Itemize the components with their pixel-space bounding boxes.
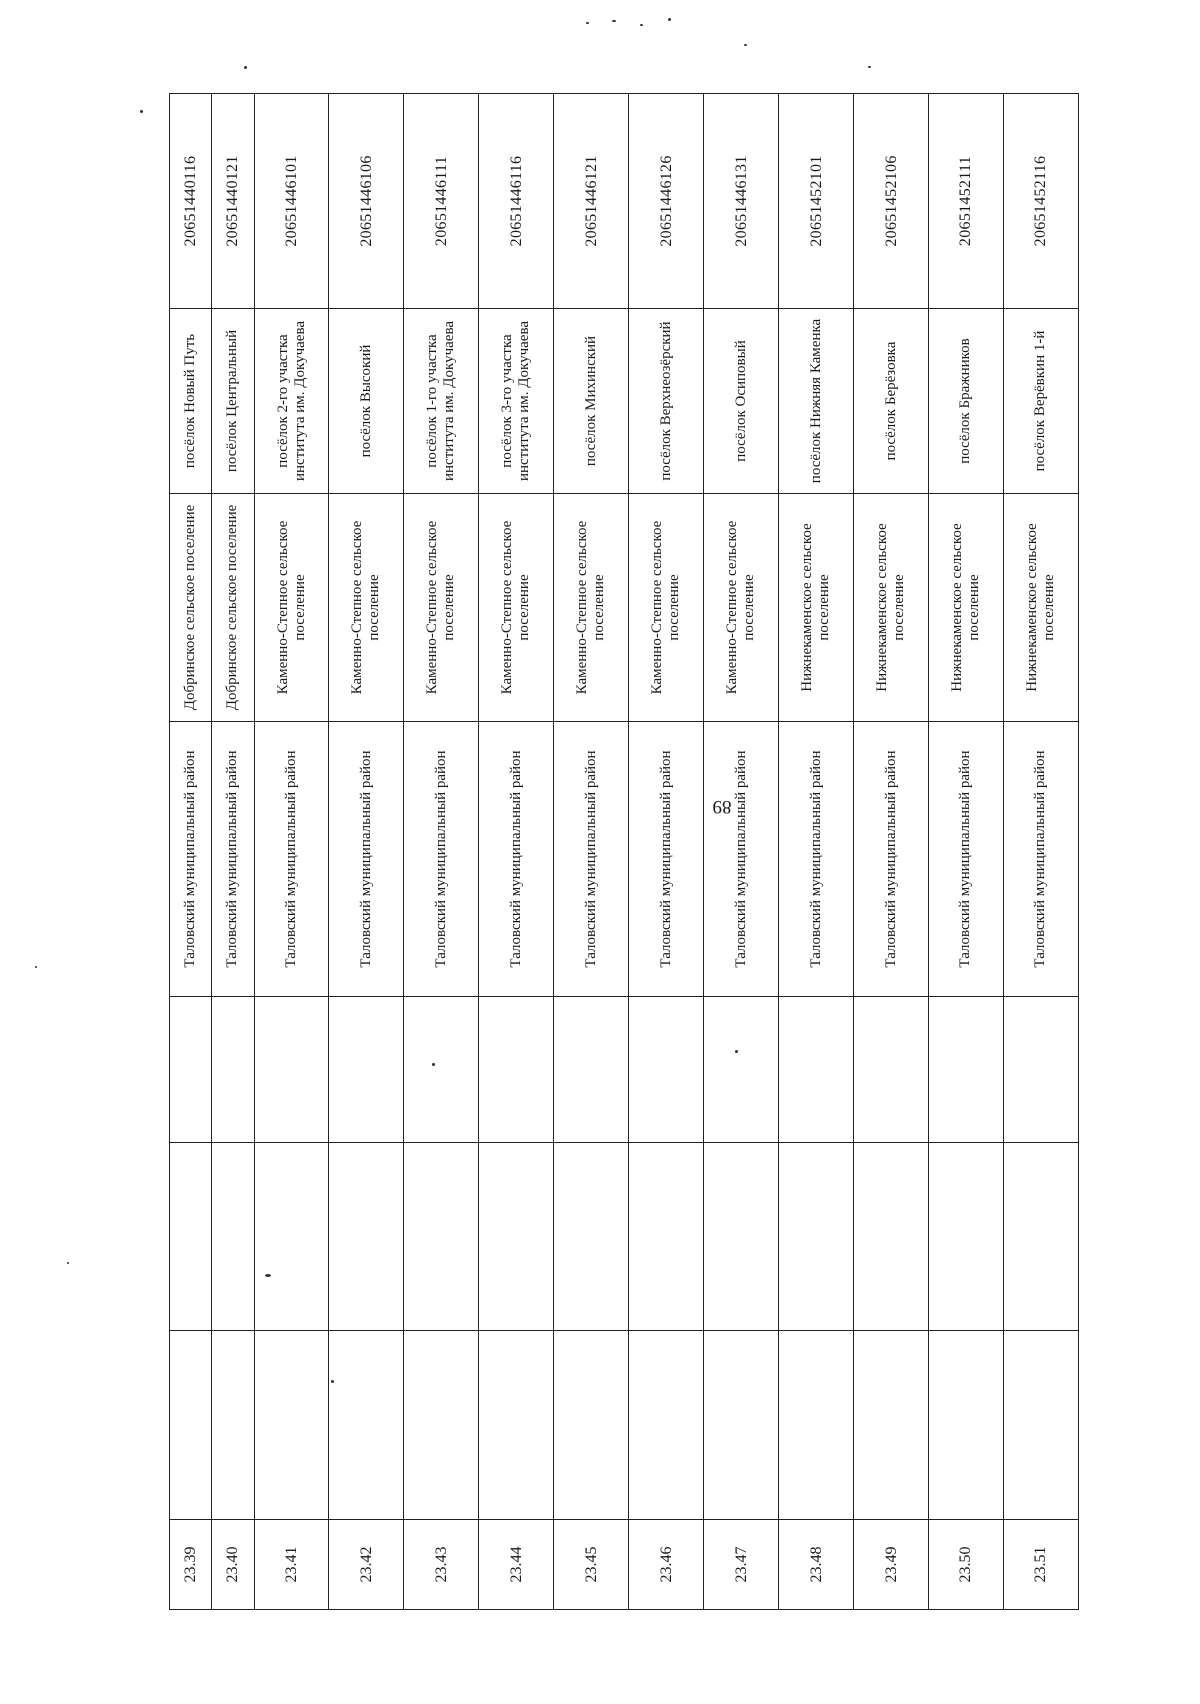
empty-cell (329, 997, 404, 1143)
table-row (854, 94, 929, 1610)
code-cell: 20651440116 (170, 94, 212, 309)
district-cell: Таловский муниципальный район (479, 722, 554, 997)
row-number-cell: 23.39 (170, 1520, 212, 1610)
row-number-cell: 23.46 (629, 1520, 704, 1610)
page-number: 89 (712, 796, 732, 817)
empty-cell (170, 1331, 212, 1520)
locality-cell: посёлок Центральный (212, 309, 254, 494)
row-number-cell: 23.49 (854, 1520, 929, 1610)
empty-cell (854, 1331, 929, 1520)
code-cell: 20651452101 (779, 94, 854, 309)
settlement-cell: Добринское сельское поселение (170, 494, 212, 722)
locality-cell: посёлок Михинский (554, 309, 629, 494)
empty-cell (479, 1143, 554, 1331)
locality-cell: посёлок 1-го участка института им. Докучаева (404, 309, 479, 494)
table-row (1003, 94, 1078, 1610)
settlement-cell: Каменно-Степное сельское поселение (329, 494, 404, 722)
code-cell: 20651446106 (329, 94, 404, 309)
empty-cell (1003, 997, 1078, 1143)
locality-cell: посёлок 3-го участка института им. Докучаева (479, 309, 554, 494)
code-cell: 20651446116 (479, 94, 554, 309)
empty-cell (404, 1331, 479, 1520)
settlement-cell: Нижнекаменское сельское поселение (928, 494, 1003, 722)
empty-cell (212, 997, 254, 1143)
table-row (254, 94, 329, 1610)
table-row (479, 94, 554, 1610)
district-cell: Таловский муниципальный район (629, 722, 704, 997)
empty-cell (629, 997, 704, 1143)
table-row (779, 94, 854, 1610)
empty-cell (329, 1143, 404, 1331)
district-cell: Таловский муниципальный район (854, 722, 929, 997)
empty-cell (254, 1143, 329, 1331)
table-row (170, 94, 212, 1610)
empty-cell (928, 1143, 1003, 1331)
table-row (212, 94, 254, 1610)
row-number-cell: 23.40 (212, 1520, 254, 1610)
table-row (928, 94, 1003, 1610)
table-row (629, 94, 704, 1610)
empty-cell (704, 1331, 779, 1520)
row-number-cell: 23.45 (554, 1520, 629, 1610)
settlement-cell: Нижнекаменское сельское поселение (779, 494, 854, 722)
document-table-container (169, 94, 1079, 1610)
code-cell: 20651452111 (928, 94, 1003, 309)
row-number-cell: 23.43 (404, 1520, 479, 1610)
row-number-cell: 23.51 (1003, 1520, 1078, 1610)
locality-cell: посёлок 2-го участка института им. Докучаева (254, 309, 329, 494)
district-cell: Таловский муниципальный район (554, 722, 629, 997)
district-cell: Таловский муниципальный район (404, 722, 479, 997)
row-number-cell: 23.41 (254, 1520, 329, 1610)
code-cell: 20651446126 (629, 94, 704, 309)
row-number-cell: 23.50 (928, 1520, 1003, 1610)
empty-cell (1003, 1143, 1078, 1331)
empty-cell (254, 1331, 329, 1520)
settlement-cell: Добринское сельское поселение (212, 494, 254, 722)
locality-cell: посёлок Верёвкин 1-й (1003, 309, 1078, 494)
district-cell: Таловский муниципальный район (212, 722, 254, 997)
district-cell: Таловский муниципальный район (329, 722, 404, 997)
code-cell: 20651452106 (854, 94, 929, 309)
locality-cell: посёлок Берёзовка (854, 309, 929, 494)
settlement-cell: Каменно-Степное сельское поселение (479, 494, 554, 722)
settlement-cell: Каменно-Степное сельское поселение (254, 494, 329, 722)
empty-cell (928, 997, 1003, 1143)
settlements-table (169, 93, 1079, 1610)
empty-cell (554, 997, 629, 1143)
district-cell: Таловский муниципальный район (704, 722, 779, 997)
locality-cell: посёлок Осиповый (704, 309, 779, 494)
row-number-cell: 23.47 (704, 1520, 779, 1610)
empty-cell (704, 997, 779, 1143)
code-cell: 20651446101 (254, 94, 329, 309)
row-number-cell: 23.42 (329, 1520, 404, 1610)
empty-cell (479, 997, 554, 1143)
empty-cell (254, 997, 329, 1143)
empty-cell (212, 1331, 254, 1520)
empty-cell (779, 1331, 854, 1520)
settlement-cell: Каменно-Степное сельское поселение (554, 494, 629, 722)
empty-cell (554, 1331, 629, 1520)
empty-cell (854, 1143, 929, 1331)
settlement-cell: Каменно-Степное сельское поселение (629, 494, 704, 722)
empty-cell (554, 1143, 629, 1331)
empty-cell (170, 1143, 212, 1331)
code-cell: 20651452116 (1003, 94, 1078, 309)
row-number-cell: 23.44 (479, 1520, 554, 1610)
district-cell: Таловский муниципальный район (779, 722, 854, 997)
empty-cell (170, 997, 212, 1143)
row-number-cell: 23.48 (779, 1520, 854, 1610)
empty-cell (779, 997, 854, 1143)
settlement-cell: Нижнекаменское сельское поселение (1003, 494, 1078, 722)
settlement-cell: Каменно-Степное сельское поселение (404, 494, 479, 722)
empty-cell (854, 997, 929, 1143)
empty-cell (1003, 1331, 1078, 1520)
table-row (329, 94, 404, 1610)
settlement-cell: Нижнекаменское сельское поселение (854, 494, 929, 722)
empty-cell (629, 1143, 704, 1331)
locality-cell: посёлок Высокий (329, 309, 404, 494)
table-row (704, 94, 779, 1610)
empty-cell (704, 1143, 779, 1331)
district-cell: Таловский муниципальный район (928, 722, 1003, 997)
district-cell: Таловский муниципальный район (170, 722, 212, 997)
empty-cell (404, 997, 479, 1143)
empty-cell (479, 1331, 554, 1520)
empty-cell (404, 1143, 479, 1331)
locality-cell: посёлок Новый Путь (170, 309, 212, 494)
empty-cell (329, 1331, 404, 1520)
empty-cell (629, 1331, 704, 1520)
code-cell: 20651446111 (404, 94, 479, 309)
district-cell: Таловский муниципальный район (254, 722, 329, 997)
table-row (404, 94, 479, 1610)
settlement-cell: Каменно-Степное сельское поселение (704, 494, 779, 722)
empty-cell (212, 1143, 254, 1331)
code-cell: 20651446131 (704, 94, 779, 309)
table-body (170, 94, 1079, 1610)
locality-cell: посёлок Верхнеозёрский (629, 309, 704, 494)
district-cell: Таловский муниципальный район (1003, 722, 1078, 997)
table-row (554, 94, 629, 1610)
empty-cell (779, 1143, 854, 1331)
empty-cell (928, 1331, 1003, 1520)
locality-cell: посёлок Бражников (928, 309, 1003, 494)
code-cell: 20651446121 (554, 94, 629, 309)
locality-cell: посёлок Нижняя Каменка (779, 309, 854, 494)
code-cell: 20651440121 (212, 94, 254, 309)
